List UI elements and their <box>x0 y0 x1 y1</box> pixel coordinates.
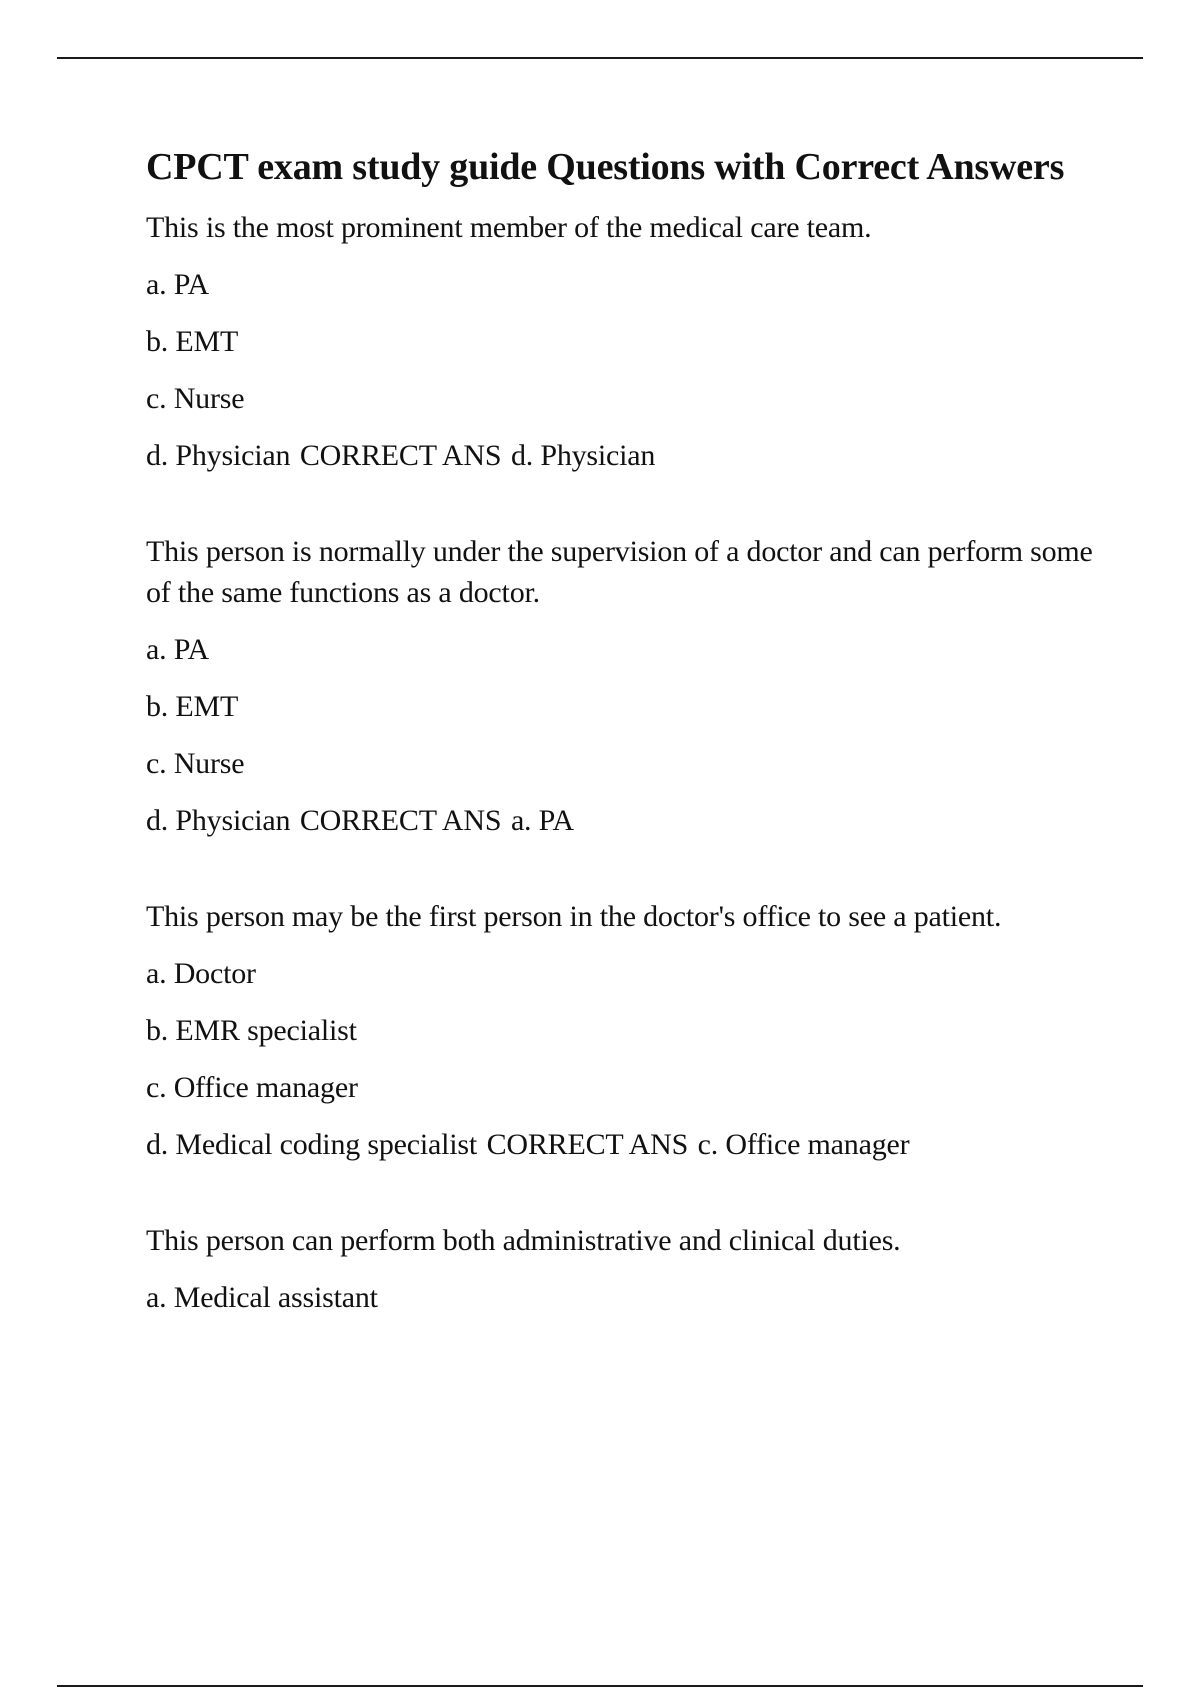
answer-option: b. EMR specialist <box>146 1014 357 1047</box>
question-text: This person may be the first person in the doctor's office to see a patient. <box>146 900 1002 933</box>
header-rule <box>57 57 1143 59</box>
answer-option: b. EMT <box>146 690 239 723</box>
question-block <box>146 896 1106 1165</box>
answer-option: b. EMT <box>146 325 239 358</box>
question-text: This person is normally under the supervision of a doctor and can perform some of the same functions as a doctor. <box>146 535 1093 609</box>
answer-option: c. Office manager <box>146 1071 358 1104</box>
correct-answer <box>487 1124 910 1165</box>
question-block <box>146 1220 1106 1318</box>
correct-answer-value: a. PA <box>510 804 574 837</box>
document-title: CPCT exam study guide Questions with Correct Answers <box>146 146 1065 188</box>
correct-answer <box>300 800 574 841</box>
correct-answer-value: d. Physician <box>510 439 656 472</box>
document-body <box>146 142 1106 1373</box>
footer-rule <box>57 1685 1143 1687</box>
answer-option: a. Doctor <box>146 957 256 990</box>
answer-option: a. PA <box>146 268 209 301</box>
correct-answer-value: c. Office manager <box>697 1128 910 1161</box>
correct-marker: CORRECT ANS <box>299 804 502 837</box>
answer-option: a. PA <box>146 633 209 666</box>
correct-marker: CORRECT ANS <box>299 439 502 472</box>
question-block <box>146 207 1106 476</box>
answer-option: d. Physician CORRECT ANS d. Physician <box>146 435 1106 476</box>
question-text: This is the most prominent member of the medical care team. <box>146 211 872 244</box>
answer-option: c. Nurse <box>146 747 245 780</box>
answer-option: d. Medical coding specialist CORRECT ANS c. Office manager <box>146 1124 1106 1165</box>
question-text: This person can perform both administrative and clinical duties. <box>146 1224 901 1257</box>
question-block <box>146 531 1106 841</box>
answer-option: d. Physician CORRECT ANS a. PA <box>146 800 1106 841</box>
correct-answer <box>300 435 655 476</box>
answer-option: a. Medical assistant <box>146 1281 378 1314</box>
answer-option: c. Nurse <box>146 382 245 415</box>
correct-marker: CORRECT ANS <box>486 1128 689 1161</box>
